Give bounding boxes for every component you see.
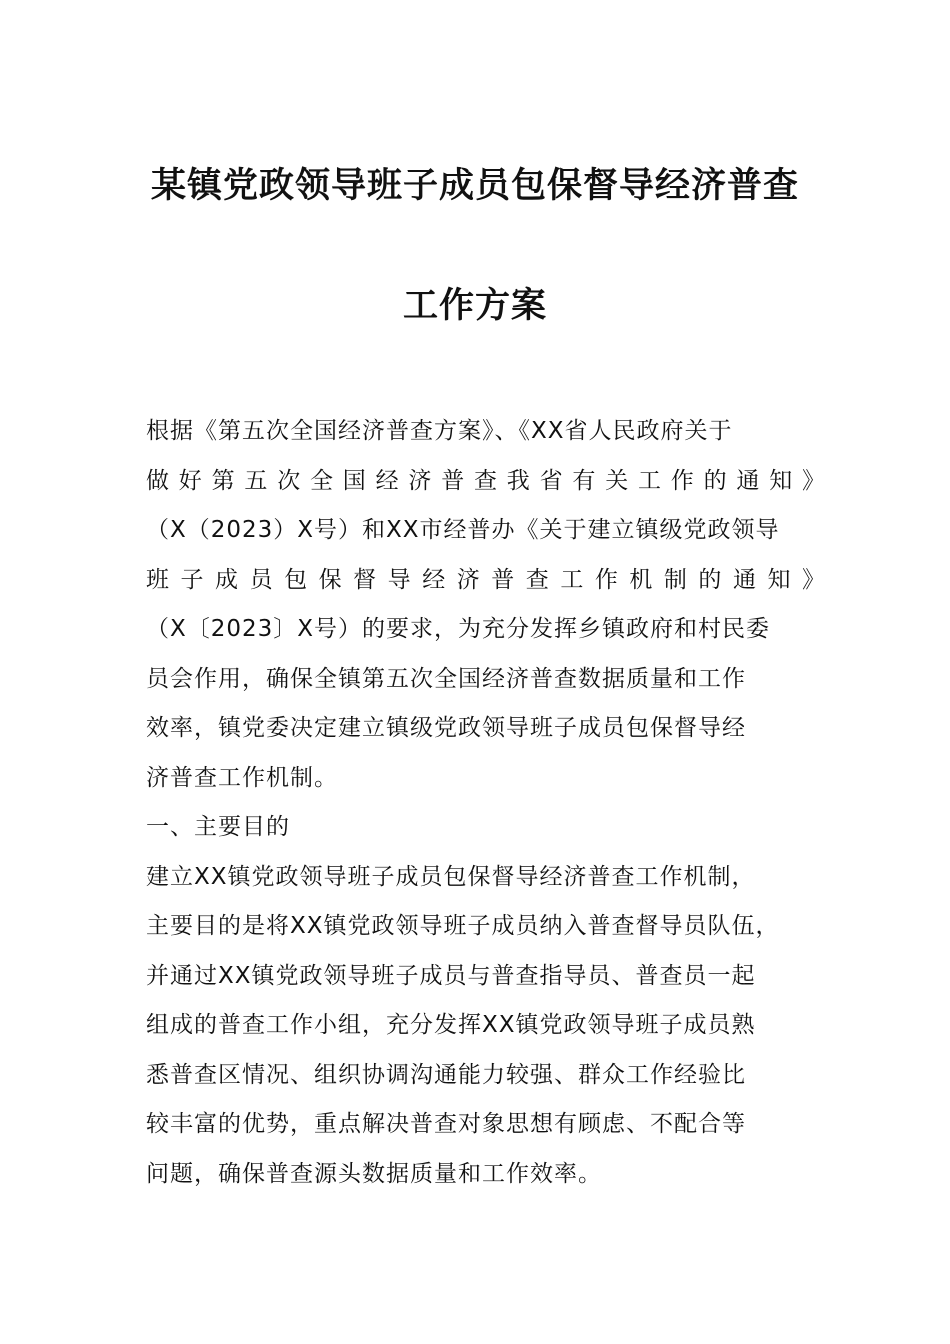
paragraph-line: 并通过XX镇党政领导班子成员与普查指导员、普查员一起 [146,962,756,989]
intro-paragraph [146,407,826,803]
section-heading: 一、主要目的 [146,814,290,840]
paragraph-line: 根据《第五次全国经济普查方案》、《XX省人民政府关于 [146,418,733,444]
paragraph-line: 主要目的是将XX镇党政领导班子成员纳入普查督导员队伍， [146,913,780,939]
paragraph-line: 效率，镇党委决定建立镇级党政领导班子成员包保督导经 [146,715,746,741]
paragraph-line: 做好第五次全国经济普查我省有关工作的通知》 [146,467,826,494]
paragraph-line: 济普查工作机制。 [146,764,338,791]
document-title-line-1: 某镇党政领导班子成员包保督导经济普查 [150,166,799,206]
paragraph-line: 建立XX镇党政领导班子成员包保督导经济普查工作机制， [146,863,756,890]
paragraph-line: 悉普查区情况、组织协调沟通能力较强、群众工作经验比 [146,1061,746,1088]
paragraph-line: （X（2023）X号）和XX市经普办《关于建立镇级党政领导 [146,517,780,543]
paragraph-line: 员会作用，确保全镇第五次全国经济普查数据质量和工作 [146,665,746,692]
paragraph-line: 问题，确保普查源头数据质量和工作效率。 [146,1160,602,1187]
paragraph-line: 班子成员包保督导经济普查工作机制的通知》 [146,566,826,593]
document-title-line-2: 工作方案 [402,286,547,326]
paragraph-line: 组成的普查工作小组，充分发挥XX镇党政领导班子成员熟 [146,1012,756,1038]
section-1 [146,803,826,1199]
paragraph-line: （X〔2023〕X号）的要求，为充分发挥乡镇政府和村民委 [146,616,771,642]
paragraph-line: 较丰富的优势，重点解决普查对象思想有顾虑、不配合等 [146,1111,746,1137]
